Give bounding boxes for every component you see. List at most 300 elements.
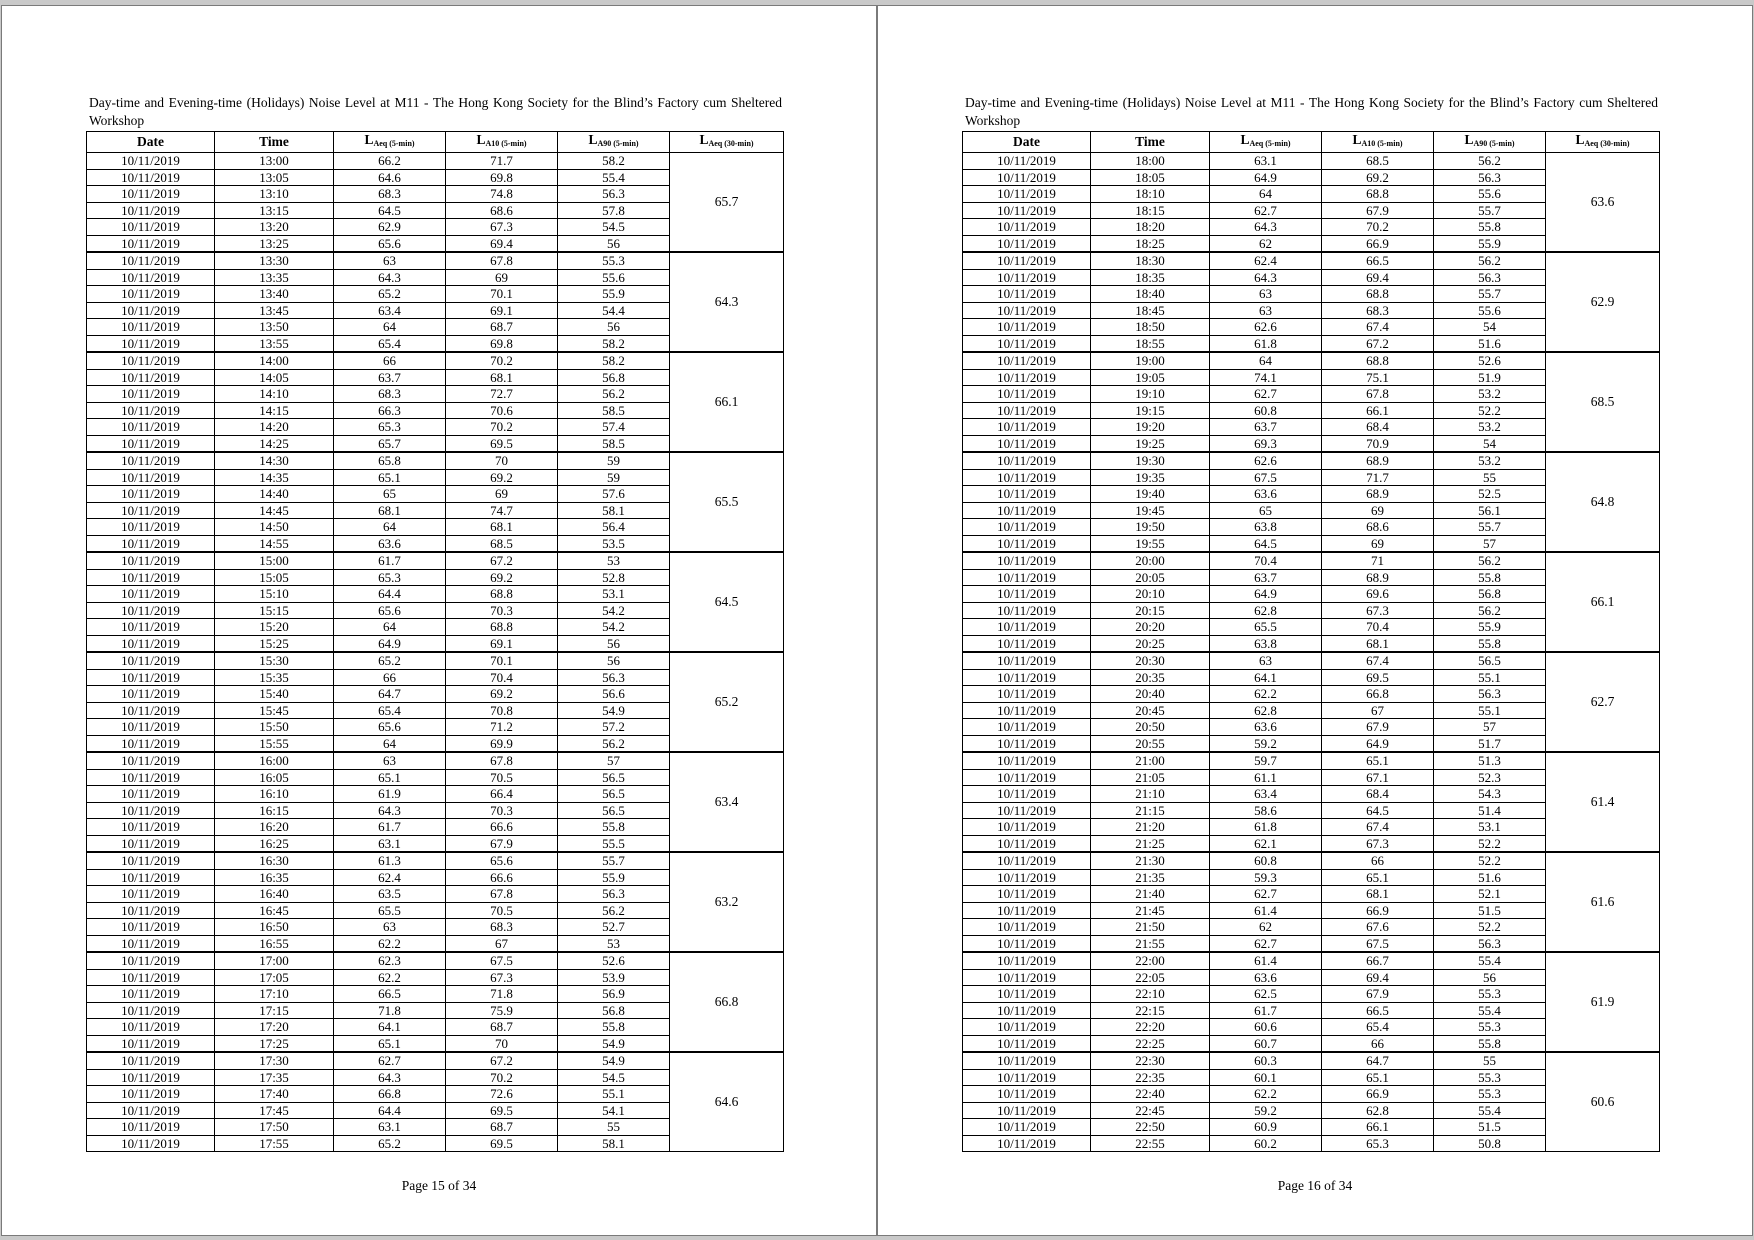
date-cell: 10/11/2019 [963, 852, 1091, 869]
la10-5min-cell: 66.8 [1322, 686, 1434, 703]
table-header-row [963, 132, 1660, 153]
la10-5min-cell: 68.9 [1322, 486, 1434, 503]
date-cell: 10/11/2019 [963, 402, 1091, 419]
header-laeq-30min-sub: Aeq (30-min) [1584, 139, 1630, 149]
la90-5min-cell: 57 [558, 752, 670, 769]
time-cell: 22:35 [1091, 1069, 1210, 1086]
laeq-5min-cell: 64.5 [334, 202, 446, 219]
laeq-30min-cell: 61.6 [1546, 852, 1660, 952]
la90-5min-cell: 58.2 [558, 335, 670, 352]
laeq-5min-cell: 64 [334, 735, 446, 752]
la10-5min-cell: 70.3 [446, 602, 558, 619]
date-cell: 10/11/2019 [87, 635, 215, 652]
time-cell: 19:45 [1091, 502, 1210, 519]
time-cell: 18:10 [1091, 186, 1210, 203]
time-cell: 14:25 [215, 435, 334, 452]
laeq-5min-cell: 60.9 [1210, 1119, 1322, 1136]
laeq-5min-cell: 63.6 [1210, 969, 1322, 986]
la90-5min-cell: 53 [558, 552, 670, 569]
la10-5min-cell: 69.8 [446, 335, 558, 352]
date-cell: 10/11/2019 [963, 835, 1091, 852]
laeq-5min-cell: 61.7 [334, 819, 446, 836]
la10-5min-cell: 69.6 [1322, 586, 1434, 603]
date-cell: 10/11/2019 [963, 869, 1091, 886]
la90-5min-cell: 56 [558, 319, 670, 336]
time-cell: 19:30 [1091, 452, 1210, 469]
la90-5min-cell: 56.3 [1434, 935, 1546, 952]
time-cell: 18:55 [1091, 335, 1210, 352]
la10-5min-cell: 69.5 [1322, 669, 1434, 686]
date-cell: 10/11/2019 [963, 702, 1091, 719]
la10-5min-cell: 67.3 [1322, 602, 1434, 619]
date-cell: 10/11/2019 [87, 335, 215, 352]
date-cell: 10/11/2019 [87, 619, 215, 636]
la90-5min-cell: 56.3 [1434, 269, 1546, 286]
table-row [87, 452, 784, 469]
header-laeq-5min-main: L [1240, 132, 1250, 148]
date-cell: 10/11/2019 [87, 569, 215, 586]
la10-5min-cell: 70.6 [446, 402, 558, 419]
date-cell: 10/11/2019 [963, 1019, 1091, 1036]
la10-5min-cell: 69.5 [446, 1102, 558, 1119]
laeq-5min-cell: 74.1 [1210, 369, 1322, 386]
laeq-5min-cell: 63.6 [334, 535, 446, 552]
laeq-30min-cell: 64.5 [670, 552, 784, 652]
laeq-5min-cell: 63.8 [1210, 519, 1322, 536]
la10-5min-cell: 70.2 [446, 1069, 558, 1086]
laeq-5min-cell: 64.4 [334, 586, 446, 603]
time-cell: 17:30 [215, 1052, 334, 1069]
laeq-5min-cell: 62 [1210, 919, 1322, 936]
laeq-5min-cell: 65.4 [334, 335, 446, 352]
laeq-5min-cell: 67.5 [1210, 469, 1322, 486]
time-cell: 17:55 [215, 1135, 334, 1152]
date-cell: 10/11/2019 [963, 769, 1091, 786]
la10-5min-cell: 69.1 [446, 302, 558, 319]
time-cell: 17:25 [215, 1035, 334, 1052]
la90-5min-cell: 55.8 [1434, 1035, 1546, 1052]
laeq-5min-cell: 59.7 [1210, 752, 1322, 769]
date-cell: 10/11/2019 [963, 786, 1091, 803]
la90-5min-cell: 56.8 [1434, 586, 1546, 603]
laeq-5min-cell: 58.6 [1210, 802, 1322, 819]
la90-5min-cell: 56.9 [558, 986, 670, 1003]
laeq-5min-cell: 62.8 [1210, 602, 1322, 619]
table-row [963, 452, 1660, 469]
la90-5min-cell: 54.5 [558, 1069, 670, 1086]
date-cell: 10/11/2019 [87, 552, 215, 569]
laeq-5min-cell: 60.6 [1210, 1019, 1322, 1036]
la10-5min-cell: 70.2 [446, 352, 558, 369]
time-cell: 22:55 [1091, 1135, 1210, 1152]
date-cell: 10/11/2019 [87, 669, 215, 686]
la90-5min-cell: 59 [558, 469, 670, 486]
time-cell: 21:55 [1091, 935, 1210, 952]
date-cell: 10/11/2019 [963, 386, 1091, 403]
header-la10-5min-sub: A10 (5-min) [485, 139, 527, 149]
time-cell: 21:35 [1091, 869, 1210, 886]
time-cell: 21:10 [1091, 786, 1210, 803]
header-date: Date [87, 132, 215, 153]
laeq-5min-cell: 66.8 [334, 1086, 446, 1103]
date-cell: 10/11/2019 [87, 852, 215, 869]
header-laeq-5min-sub: Aeq (5-min) [373, 139, 415, 149]
time-cell: 13:10 [215, 186, 334, 203]
header-la10-5min [1322, 132, 1434, 153]
laeq-5min-cell: 62.7 [1210, 386, 1322, 403]
table-caption: Day-time and Evening-time (Holidays) Noise Level at M11 - The Hong Kong Society for the Blind’s Factory cum Sheltered Workshop [89, 95, 782, 128]
time-cell: 14:20 [215, 419, 334, 436]
date-cell: 10/11/2019 [87, 1102, 215, 1119]
laeq-5min-cell: 63 [1210, 302, 1322, 319]
la90-5min-cell: 55.1 [1434, 669, 1546, 686]
date-cell: 10/11/2019 [87, 535, 215, 552]
time-cell: 19:15 [1091, 402, 1210, 419]
laeq-5min-cell: 62.2 [334, 935, 446, 952]
laeq-5min-cell: 63.5 [334, 886, 446, 903]
la10-5min-cell: 66.6 [446, 869, 558, 886]
la90-5min-cell: 55.4 [1434, 1102, 1546, 1119]
header-la90-5min [558, 132, 670, 153]
la90-5min-cell: 52.1 [1434, 886, 1546, 903]
la10-5min-cell: 68.1 [1322, 635, 1434, 652]
date-cell: 10/11/2019 [963, 486, 1091, 503]
la90-5min-cell: 56.8 [558, 1002, 670, 1019]
date-cell: 10/11/2019 [963, 202, 1091, 219]
laeq-30min-cell: 62.9 [1546, 252, 1660, 352]
time-cell: 16:05 [215, 769, 334, 786]
laeq-5min-cell: 61.8 [1210, 335, 1322, 352]
la10-5min-cell: 69 [1322, 535, 1434, 552]
la90-5min-cell: 55.6 [1434, 186, 1546, 203]
time-cell: 22:10 [1091, 986, 1210, 1003]
date-cell: 10/11/2019 [963, 819, 1091, 836]
date-cell: 10/11/2019 [87, 369, 215, 386]
date-cell: 10/11/2019 [963, 1002, 1091, 1019]
table-row [963, 153, 1660, 170]
la10-5min-cell: 69.9 [446, 735, 558, 752]
la90-5min-cell: 52.5 [1434, 486, 1546, 503]
la90-5min-cell: 58.1 [558, 502, 670, 519]
date-cell: 10/11/2019 [87, 719, 215, 736]
laeq-30min-cell: 66.1 [1546, 552, 1660, 652]
time-cell: 14:00 [215, 352, 334, 369]
la10-5min-cell: 70.3 [446, 802, 558, 819]
date-cell: 10/11/2019 [963, 952, 1091, 969]
la10-5min-cell: 70.4 [1322, 619, 1434, 636]
time-cell: 20:15 [1091, 602, 1210, 619]
date-cell: 10/11/2019 [87, 1069, 215, 1086]
date-cell: 10/11/2019 [963, 1135, 1091, 1152]
time-cell: 16:35 [215, 869, 334, 886]
date-cell: 10/11/2019 [963, 519, 1091, 536]
la90-5min-cell: 56.6 [558, 686, 670, 703]
la90-5min-cell: 55.8 [558, 1019, 670, 1036]
la90-5min-cell: 56.5 [558, 769, 670, 786]
table-row [87, 252, 784, 269]
laeq-5min-cell: 63.6 [1210, 719, 1322, 736]
time-cell: 21:50 [1091, 919, 1210, 936]
date-cell: 10/11/2019 [963, 469, 1091, 486]
time-cell: 17:50 [215, 1119, 334, 1136]
table-row [963, 352, 1660, 369]
table-row [87, 552, 784, 569]
la10-5min-cell: 72.6 [446, 1086, 558, 1103]
date-cell: 10/11/2019 [87, 586, 215, 603]
la90-5min-cell: 55.8 [1434, 569, 1546, 586]
laeq-5min-cell: 64 [334, 619, 446, 636]
time-cell: 14:05 [215, 369, 334, 386]
la10-5min-cell: 67.9 [446, 835, 558, 852]
time-cell: 20:30 [1091, 652, 1210, 669]
time-cell: 19:05 [1091, 369, 1210, 386]
laeq-5min-cell: 60.3 [1210, 1052, 1322, 1069]
date-cell: 10/11/2019 [87, 802, 215, 819]
date-cell: 10/11/2019 [87, 986, 215, 1003]
la10-5min-cell: 74.7 [446, 502, 558, 519]
date-cell: 10/11/2019 [963, 502, 1091, 519]
la10-5min-cell: 66.7 [1322, 952, 1434, 969]
time-cell: 16:00 [215, 752, 334, 769]
laeq-5min-cell: 62.6 [1210, 452, 1322, 469]
time-cell: 16:45 [215, 902, 334, 919]
time-cell: 20:55 [1091, 735, 1210, 752]
date-cell: 10/11/2019 [87, 286, 215, 303]
time-cell: 19:50 [1091, 519, 1210, 536]
time-cell: 18:40 [1091, 286, 1210, 303]
la10-5min-cell: 67.3 [446, 219, 558, 236]
la90-5min-cell: 55.9 [558, 286, 670, 303]
date-cell: 10/11/2019 [87, 652, 215, 669]
time-cell: 17:10 [215, 986, 334, 1003]
la10-5min-cell: 66.6 [446, 819, 558, 836]
laeq-5min-cell: 60.7 [1210, 1035, 1322, 1052]
laeq-5min-cell: 62.6 [1210, 319, 1322, 336]
la90-5min-cell: 58.2 [558, 352, 670, 369]
la10-5min-cell: 70.2 [446, 419, 558, 436]
date-cell: 10/11/2019 [87, 502, 215, 519]
time-cell: 18:25 [1091, 235, 1210, 252]
la90-5min-cell: 55.5 [558, 835, 670, 852]
time-cell: 13:55 [215, 335, 334, 352]
date-cell: 10/11/2019 [963, 169, 1091, 186]
table-caption: Day-time and Evening-time (Holidays) Noise Level at M11 - The Hong Kong Society for the Blind’s Factory cum Sheltered Workshop [965, 95, 1658, 128]
la90-5min-cell: 52.2 [1434, 402, 1546, 419]
date-cell: 10/11/2019 [963, 352, 1091, 369]
la10-5min-cell: 67.2 [1322, 335, 1434, 352]
date-cell: 10/11/2019 [87, 835, 215, 852]
la90-5min-cell: 55.9 [1434, 619, 1546, 636]
la10-5min-cell: 67.8 [446, 752, 558, 769]
la10-5min-cell: 67.4 [1322, 652, 1434, 669]
la90-5min-cell: 57 [1434, 535, 1546, 552]
la90-5min-cell: 55.7 [558, 852, 670, 869]
la90-5min-cell: 53.9 [558, 969, 670, 986]
laeq-5min-cell: 63 [334, 919, 446, 936]
la90-5min-cell: 56.2 [1434, 602, 1546, 619]
la90-5min-cell: 55.6 [558, 269, 670, 286]
laeq-30min-cell: 65.5 [670, 452, 784, 552]
la10-5min-cell: 68.9 [1322, 569, 1434, 586]
laeq-5min-cell: 64.1 [1210, 669, 1322, 686]
la90-5min-cell: 51.4 [1434, 802, 1546, 819]
time-cell: 22:50 [1091, 1119, 1210, 1136]
time-cell: 21:40 [1091, 886, 1210, 903]
la10-5min-cell: 69.5 [446, 1135, 558, 1152]
la90-5min-cell: 52.3 [1434, 769, 1546, 786]
la90-5min-cell: 52.8 [558, 569, 670, 586]
la10-5min-cell: 67.5 [1322, 935, 1434, 952]
la10-5min-cell: 70.8 [446, 702, 558, 719]
la10-5min-cell: 66.9 [1322, 235, 1434, 252]
laeq-5min-cell: 63.4 [1210, 786, 1322, 803]
laeq-5min-cell: 65.2 [334, 652, 446, 669]
table-row [963, 652, 1660, 669]
date-cell: 10/11/2019 [87, 419, 215, 436]
time-cell: 17:45 [215, 1102, 334, 1119]
la10-5min-cell: 66 [1322, 852, 1434, 869]
laeq-5min-cell: 63 [1210, 286, 1322, 303]
page-number: Page 15 of 34 [401, 1178, 477, 1193]
laeq-5min-cell: 64 [334, 519, 446, 536]
header-laeq-30min [1546, 132, 1660, 153]
la90-5min-cell: 54.1 [558, 1102, 670, 1119]
header-la90-5min-main: L [1464, 132, 1474, 148]
la10-5min-cell: 68.1 [446, 519, 558, 536]
time-cell: 19:35 [1091, 469, 1210, 486]
la90-5min-cell: 56.5 [1434, 652, 1546, 669]
laeq-5min-cell: 60.8 [1210, 402, 1322, 419]
laeq-30min-cell: 64.6 [670, 1052, 784, 1152]
la90-5min-cell: 55.3 [558, 252, 670, 269]
laeq-5min-cell: 62.7 [1210, 935, 1322, 952]
la10-5min-cell: 67.5 [446, 952, 558, 969]
la90-5min-cell: 55 [1434, 469, 1546, 486]
la10-5min-cell: 67.9 [1322, 986, 1434, 1003]
laeq-5min-cell: 64.9 [1210, 586, 1322, 603]
laeq-5min-cell: 62.2 [1210, 1086, 1322, 1103]
header-la10-5min-main: L [1352, 132, 1362, 148]
la10-5min-cell: 69 [446, 486, 558, 503]
la90-5min-cell: 55.7 [1434, 202, 1546, 219]
date-cell: 10/11/2019 [87, 819, 215, 836]
header-la90-5min [1434, 132, 1546, 153]
la90-5min-cell: 54.2 [558, 619, 670, 636]
date-cell: 10/11/2019 [963, 335, 1091, 352]
la90-5min-cell: 55 [558, 1119, 670, 1136]
la90-5min-cell: 56.2 [1434, 552, 1546, 569]
la10-5min-cell: 70.2 [1322, 219, 1434, 236]
date-cell: 10/11/2019 [87, 402, 215, 419]
time-cell: 13:25 [215, 235, 334, 252]
la10-5min-cell: 68.7 [446, 1119, 558, 1136]
time-cell: 22:25 [1091, 1035, 1210, 1052]
la10-5min-cell: 68.4 [1322, 419, 1434, 436]
date-cell: 10/11/2019 [87, 686, 215, 703]
page-number: Page 16 of 34 [1277, 1178, 1353, 1193]
time-cell: 18:05 [1091, 169, 1210, 186]
date-cell: 10/11/2019 [87, 1119, 215, 1136]
date-cell: 10/11/2019 [963, 535, 1091, 552]
date-cell: 10/11/2019 [87, 469, 215, 486]
laeq-5min-cell: 64.4 [334, 1102, 446, 1119]
time-cell: 18:20 [1091, 219, 1210, 236]
laeq-5min-cell: 65.5 [1210, 619, 1322, 636]
la90-5min-cell: 56.5 [558, 786, 670, 803]
time-cell: 20:40 [1091, 686, 1210, 703]
time-cell: 17:00 [215, 952, 334, 969]
date-cell: 10/11/2019 [963, 1035, 1091, 1052]
noise-level-table [962, 131, 1660, 1152]
la10-5min-cell: 68.8 [1322, 186, 1434, 203]
date-cell: 10/11/2019 [87, 202, 215, 219]
laeq-5min-cell: 66.2 [334, 153, 446, 170]
time-cell: 17:35 [215, 1069, 334, 1086]
la90-5min-cell: 56.3 [558, 886, 670, 903]
date-cell: 10/11/2019 [963, 635, 1091, 652]
date-cell: 10/11/2019 [87, 269, 215, 286]
time-cell: 22:30 [1091, 1052, 1210, 1069]
time-cell: 21:25 [1091, 835, 1210, 852]
la90-5min-cell: 55.9 [1434, 235, 1546, 252]
la10-5min-cell: 68.5 [446, 535, 558, 552]
laeq-5min-cell: 63.7 [1210, 569, 1322, 586]
la90-5min-cell: 55.6 [1434, 302, 1546, 319]
time-cell: 21:30 [1091, 852, 1210, 869]
la10-5min-cell: 68.8 [1322, 352, 1434, 369]
date-cell: 10/11/2019 [963, 602, 1091, 619]
la10-5min-cell: 64.5 [1322, 802, 1434, 819]
time-cell: 13:35 [215, 269, 334, 286]
laeq-5min-cell: 64.3 [1210, 269, 1322, 286]
time-cell: 18:30 [1091, 252, 1210, 269]
time-cell: 15:00 [215, 552, 334, 569]
laeq-30min-cell: 63.2 [670, 852, 784, 952]
la90-5min-cell: 55.8 [1434, 635, 1546, 652]
la90-5min-cell: 56 [558, 635, 670, 652]
date-cell: 10/11/2019 [963, 802, 1091, 819]
time-cell: 16:15 [215, 802, 334, 819]
la90-5min-cell: 56 [558, 235, 670, 252]
time-cell: 15:55 [215, 735, 334, 752]
la10-5min-cell: 70.5 [446, 769, 558, 786]
la90-5min-cell: 55.3 [1434, 1019, 1546, 1036]
la10-5min-cell: 67.1 [1322, 769, 1434, 786]
la10-5min-cell: 68.8 [446, 619, 558, 636]
time-cell: 19:25 [1091, 435, 1210, 452]
date-cell: 10/11/2019 [963, 569, 1091, 586]
laeq-5min-cell: 64.3 [1210, 219, 1322, 236]
laeq-5min-cell: 70.4 [1210, 552, 1322, 569]
time-cell: 15:30 [215, 652, 334, 669]
table-row [963, 552, 1660, 569]
header-laeq-30min [670, 132, 784, 153]
laeq-30min-cell: 62.7 [1546, 652, 1660, 752]
time-cell: 21:05 [1091, 769, 1210, 786]
date-cell: 10/11/2019 [87, 935, 215, 952]
laeq-5min-cell: 64 [1210, 186, 1322, 203]
date-cell: 10/11/2019 [963, 1086, 1091, 1103]
date-cell: 10/11/2019 [87, 186, 215, 203]
laeq-5min-cell: 65.2 [334, 286, 446, 303]
header-laeq-30min-main: L [1575, 132, 1585, 148]
la90-5min-cell: 59 [558, 452, 670, 469]
laeq-30min-cell: 64.3 [670, 252, 784, 352]
laeq-5min-cell: 68.1 [334, 502, 446, 519]
la90-5min-cell: 51.9 [1434, 369, 1546, 386]
laeq-5min-cell: 63.1 [334, 1119, 446, 1136]
la90-5min-cell: 54 [1434, 435, 1546, 452]
